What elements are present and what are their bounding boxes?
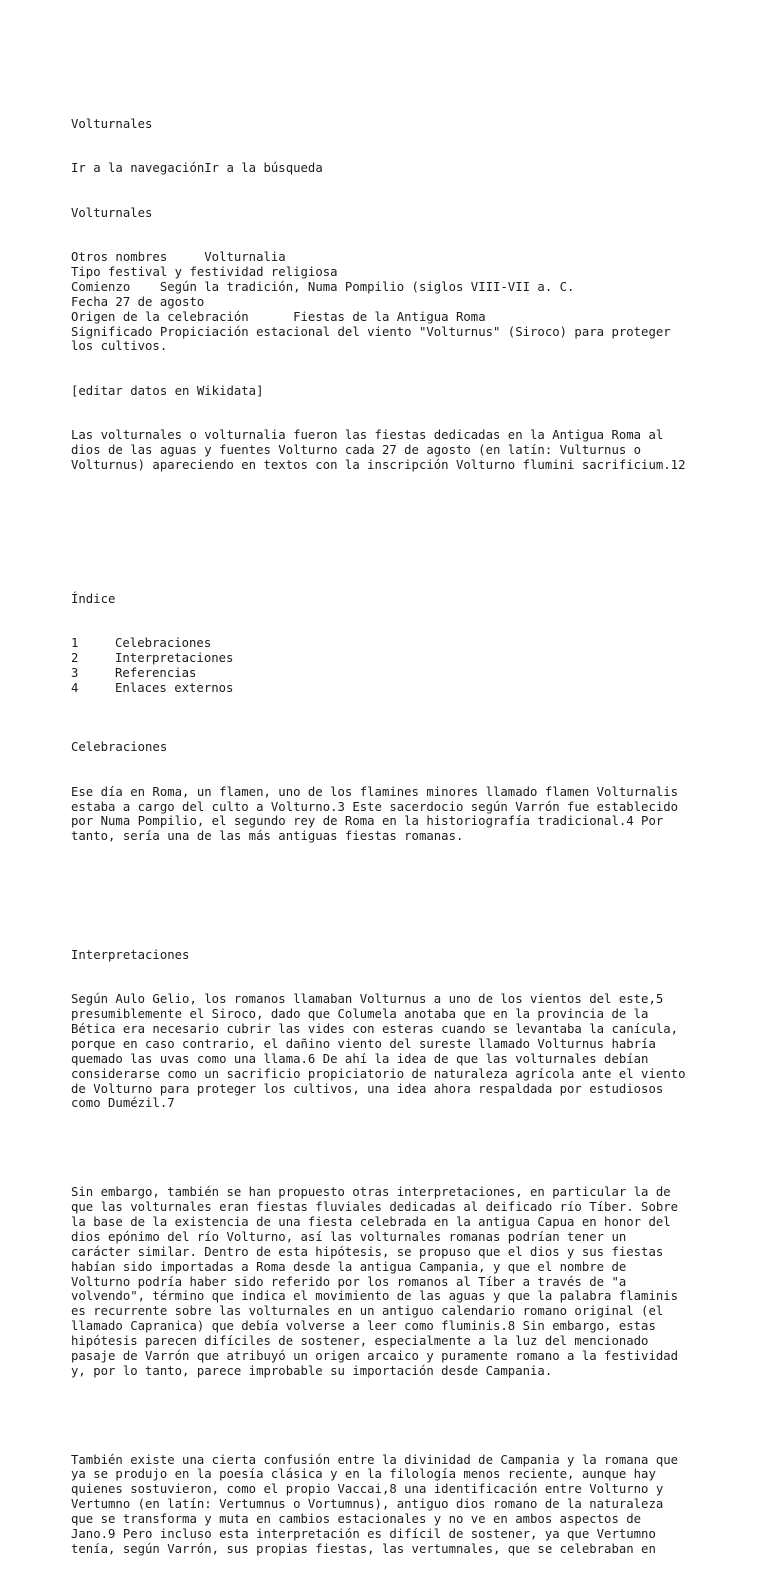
infobox-row xyxy=(71,280,731,295)
section-heading-celebraciones: Celebraciones xyxy=(71,740,168,755)
infobox-row xyxy=(71,325,731,340)
infobox-row xyxy=(71,295,731,310)
paragraph-line: dios de las aguas y fuentes Volturno cada 27 de agosto (en latín: Vulturnus o xyxy=(71,443,642,458)
edit-wikidata-link[interactable]: [editar datos en Wikidata] xyxy=(71,383,264,398)
paragraph-line: tenía, según Varrón, sus propias fiestas, las vertumnales, que se celebraban en xyxy=(71,1541,656,1556)
infobox-label: Comienzo xyxy=(71,279,160,294)
infobox-row xyxy=(71,250,731,265)
skip-links xyxy=(71,161,731,176)
paragraph-line: dios epónimo del río Volturno, así las volturnales romanas podrían tener un xyxy=(71,1229,627,1244)
paragraph-line: por Numa Pompilio, el segundo rey de Roma en la historiografía tradicional.4 Por xyxy=(71,814,664,829)
interpretaciones-paragraph-1 xyxy=(71,992,731,1111)
table-of-contents xyxy=(71,636,731,695)
paragraph-line: También existe una cierta confusión entre la divinidad de Campania y la romana que xyxy=(71,1452,679,1467)
paragraph-line: Las volturnales o volturnalia fueron las fiestas dedicadas en la Antigua Roma al xyxy=(71,428,664,443)
paragraph-line: Volturnus) apareciendo en textos con la inscripción Volturno flumini sacrificium.12 xyxy=(71,458,686,473)
infobox-label: Otros nombres xyxy=(71,250,205,265)
paragraph-line: Bética era necesario cubrir las vides con esteras cuando se levantaba la canícula, xyxy=(71,1022,679,1037)
toc-item[interactable] xyxy=(71,681,731,696)
paragraph-line: habían sido importadas a Roma desde la antigua Campania, y que el nombre de xyxy=(71,1259,627,1274)
infobox-label: Significado xyxy=(71,324,160,339)
infobox-value: Propiciación estacional del viento "Volturnus" (Siroco) para proteger xyxy=(159,324,671,339)
infobox-label: Origen de la celebración xyxy=(71,309,294,324)
paragraph-line: es recurrente sobre las volturnales en un antiguo calendario romano original (el xyxy=(71,1304,664,1319)
toc-item[interactable] xyxy=(71,666,731,681)
toc-item-number: 2 xyxy=(71,651,79,666)
paragraph-line: Según Aulo Gelio, los romanos llamaban Volturnus a uno de los vientos del este,5 xyxy=(71,992,664,1007)
infobox xyxy=(71,250,731,354)
paragraph-line: Jano.9 Pero incluso esta interpretación es difícil de sostener, ya que Vertumno xyxy=(71,1526,656,1541)
interpretaciones-paragraph-3 xyxy=(71,1453,731,1557)
paragraph-line: llamado Capranica) que debía volverse a leer como fluminis.8 Sin embargo, estas xyxy=(71,1319,656,1334)
intro-paragraph xyxy=(71,428,731,473)
infobox-value: Según la tradición, Numa Pompilio (siglos VIII-VII a. C. xyxy=(159,279,575,294)
paragraph-line: pasaje de Varrón que atribuyó un origen arcaico y puramente romano a la festividad xyxy=(71,1348,679,1363)
infobox-label: Fecha xyxy=(71,294,116,309)
toc-item[interactable] xyxy=(71,651,731,666)
paragraph-line: estaba a cargo del culto a Volturno.3 Este sacerdocio según Varrón fue establecido xyxy=(71,799,679,814)
paragraph-line: quemado las uvas como una llama.6 De ahí la idea de que las volturnales debían xyxy=(71,1051,649,1066)
skip-to-search-link[interactable]: Ir a la búsqueda xyxy=(204,161,323,176)
toc-item-number: 1 xyxy=(71,636,79,651)
paragraph-line: y, por lo tanto, parece improbable su importación desde Campania. xyxy=(71,1363,553,1378)
paragraph-line: que se transforma y muta en cambios estacionales y no ve en ambos aspectos de xyxy=(71,1512,642,1526)
paragraph-line: ya se produjo en la poesía clásica y en la filología menos reciente, aunque hay xyxy=(71,1467,656,1482)
infobox-row xyxy=(71,339,731,354)
paragraph-line: como Dumézil.7 xyxy=(71,1096,175,1111)
paragraph-line: carácter similar. Dentro de esta hipótesis, se propuso que el dios y sus fiestas xyxy=(71,1244,664,1259)
paragraph-line: considerarse como un sacrificio propiciatorio de naturaleza agrícola ante el viento xyxy=(71,1066,686,1081)
skip-to-navigation-link[interactable]: Ir a la navegación xyxy=(71,161,205,176)
infobox-row xyxy=(71,310,731,325)
infobox-title: Volturnales xyxy=(71,205,153,220)
paragraph-line: Vertumno (en latín: Vertumnus o Vortumnus), antiguo dios romano de la naturaleza xyxy=(71,1497,664,1512)
paragraph-line: de Volturno para proteger los cultivos, una idea ahora respaldada por estudiosos xyxy=(71,1081,664,1096)
toc-heading: Índice xyxy=(71,591,116,606)
paragraph-line: Ese día en Roma, un flamen, uno de los flamines minores llamado flamen Volturnalis xyxy=(71,784,679,799)
infobox-value: 27 de agosto xyxy=(115,294,205,309)
paragraph-line: presumiblemente el Siroco, dado que Columela anotaba que en la provincia de la xyxy=(71,1007,649,1022)
paragraph-line: tanto, sería una de las más antiguas fiestas romanas. xyxy=(71,829,464,844)
infobox-value: Volturnalia xyxy=(204,250,286,265)
toc-item-link[interactable]: Interpretaciones xyxy=(115,651,234,666)
paragraph-line: Volturno podría haber sido referido por los romanos al Tíber a través de "a xyxy=(71,1274,627,1289)
toc-item-link[interactable]: Enlaces externos xyxy=(115,680,234,695)
interpretaciones-paragraph-2 xyxy=(71,1185,731,1378)
infobox-label: Tipo xyxy=(71,265,109,280)
celebraciones-paragraph xyxy=(71,785,731,844)
section-heading-interpretaciones: Interpretaciones xyxy=(71,947,190,962)
toc-item-link[interactable]: Celebraciones xyxy=(115,636,212,651)
paragraph-line: Sin embargo, también se han propuesto otras interpretaciones, en particular la de xyxy=(71,1185,671,1200)
infobox-value: festival y festividad religiosa xyxy=(108,265,338,280)
toc-item-number: 4 xyxy=(71,680,79,695)
toc-item-link[interactable]: Referencias xyxy=(115,665,197,680)
toc-item[interactable] xyxy=(71,636,731,651)
infobox-row xyxy=(71,265,731,280)
paragraph-line: quienes sostuvieron, como el propio Vaccai,8 una identificación entre Volturno y xyxy=(71,1482,664,1497)
paragraph-line: que las volturnales eran fiestas fluviales dedicadas al deificado río Tíber. Sobre xyxy=(71,1200,679,1215)
paragraph-line: hipótesis parecen difíciles de sostener, especialmente a la luz del mencionado xyxy=(71,1333,649,1348)
page-title: Volturnales xyxy=(71,116,153,131)
infobox-value: Fiestas de la Antigua Roma xyxy=(293,309,486,324)
paragraph-line: volvendo", término que indica el movimiento de las aguas y que la palabra flaminis xyxy=(71,1289,679,1304)
paragraph-line: porque en caso contrario, el dañino viento del sureste llamado Volturnus habría xyxy=(71,1037,656,1051)
paragraph-line: la base de la existencia de una fiesta celebrada en la antigua Capua en honor del xyxy=(71,1215,671,1230)
document-body xyxy=(71,87,731,1571)
infobox-value: los cultivos. xyxy=(71,339,168,354)
toc-item-number: 3 xyxy=(71,665,79,680)
